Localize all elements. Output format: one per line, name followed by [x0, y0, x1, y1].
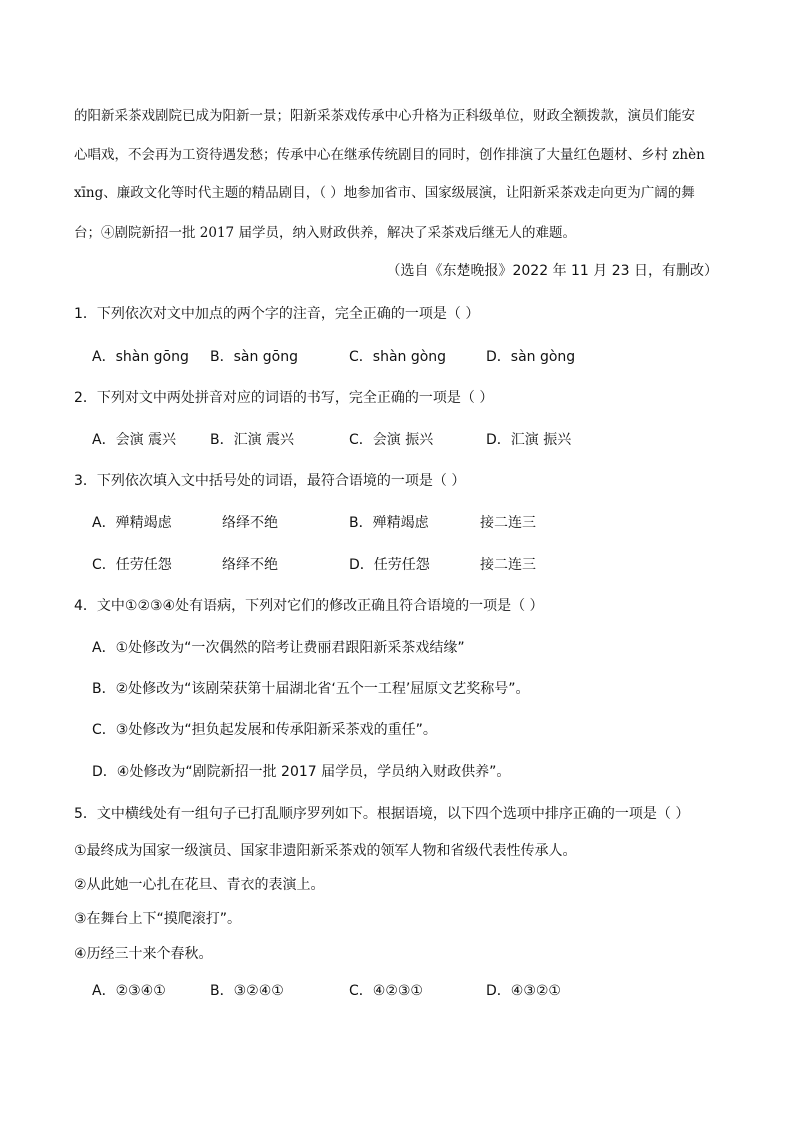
q5-sentence-2: ②从此她一心扎在花旦、青衣的表演上。 [74, 877, 325, 893]
q3-option-a[interactable]: A．殚精竭虑 [92, 515, 172, 531]
q1-option-c[interactable]: C．shàn gòng [349, 349, 447, 365]
q1-option-a[interactable]: A．shàn gōng [92, 349, 189, 365]
q4-option-b[interactable]: B．②处修改为“该剧荣获第十届湖北省‘五个一工程’屈原文艺奖称号”。 [92, 681, 530, 697]
q4-option-c[interactable]: C．③处修改为“担负起发展和传承阳新采茶戏的重任”。 [92, 722, 437, 738]
q3-option-d[interactable]: D．任劳任怨 [349, 557, 430, 573]
passage-line-1: 的阳新采茶戏剧院已成为阳新一景；阳新采茶戏传承中心升格为正科级单位，财政全额拨款，演员们能安 [74, 108, 695, 124]
q2-option-d[interactable]: D．汇演 振兴 [486, 432, 572, 448]
q2-option-a[interactable]: A．会演 震兴 [92, 432, 177, 448]
passage-line-3: xīng、廉政文化等时代主题的精品剧目，（ ）地参加省市、国家级展演，让阳新采茶戏走向更为广阔的舞 [74, 185, 695, 201]
question-2-stem: 2．下列对文中两处拼音对应的词语的书写，完全正确的一项是（ ） [74, 390, 494, 406]
q2-option-c[interactable]: C．会演 振兴 [349, 432, 434, 448]
q1-option-b[interactable]: B．sàn gōng [210, 349, 299, 365]
question-4-stem: 4．文中①②③④处有语病，下列对它们的修改正确且符合语境的一项是（ ） [74, 598, 544, 614]
q4-option-d[interactable]: D．④处修改为“剧院新招一批 2017 届学员，学员纳入财政供养”。 [92, 764, 511, 780]
q5-option-a[interactable]: A．②③④① [92, 983, 166, 999]
source-citation: （选自《东楚晚报》2022 年 11 月 23 日，有删改） [386, 263, 718, 279]
q5-sentence-1: ①最终成为国家一级演员、国家非遗阳新采茶戏的领军人物和省级代表性传承人。 [74, 843, 577, 859]
q3-option-d-word2: 接二连三 [480, 557, 536, 573]
q1-option-d[interactable]: D．sàn gòng [486, 349, 576, 365]
q4-option-a[interactable]: A．①处修改为“一次偶然的陪考让费丽君跟阳新采茶戏结缘” [92, 640, 465, 656]
passage-line-4: 台；④剧院新招一批 2017 届学员，纳入财政供养，解决了采茶戏后继无人的难题。 [74, 225, 576, 241]
q3-option-c-word2: 络绎不绝 [222, 557, 278, 573]
q3-option-b[interactable]: B．殚精竭虑 [349, 515, 429, 531]
q5-option-c[interactable]: C．④②③① [349, 983, 423, 999]
question-3-stem: 3．下列依次填入文中括号处的词语，最符合语境的一项是（ ） [74, 473, 466, 489]
q2-option-b[interactable]: B．汇演 震兴 [210, 432, 295, 448]
q5-sentence-4: ④历经三十来个春秋。 [74, 946, 213, 962]
q3-option-b-word2: 接二连三 [480, 515, 536, 531]
question-5-stem: 5．文中横线处有一组句子已打乱顺序罗列如下。根据语境，以下四个选项中排序正确的一项是（ ） [74, 806, 690, 822]
passage-line-2: 心唱戏，不会再为工资待遇发愁；传承中心在继承传统剧目的同时，创作排演了大量红色题材、乡村 zhèn [74, 147, 705, 163]
q3-option-a-word2: 络绎不绝 [222, 515, 278, 531]
q5-sentence-3: ③在舞台上下“摸爬滚打”。 [74, 911, 242, 927]
q5-option-d[interactable]: D．④③②① [486, 983, 561, 999]
question-1-stem: 1．下列依次对文中加点的两个字的注音，完全正确的一项是（ ） [74, 306, 480, 322]
q3-option-c[interactable]: C．任劳任怨 [92, 557, 172, 573]
q5-option-b[interactable]: B．③②④① [210, 983, 284, 999]
